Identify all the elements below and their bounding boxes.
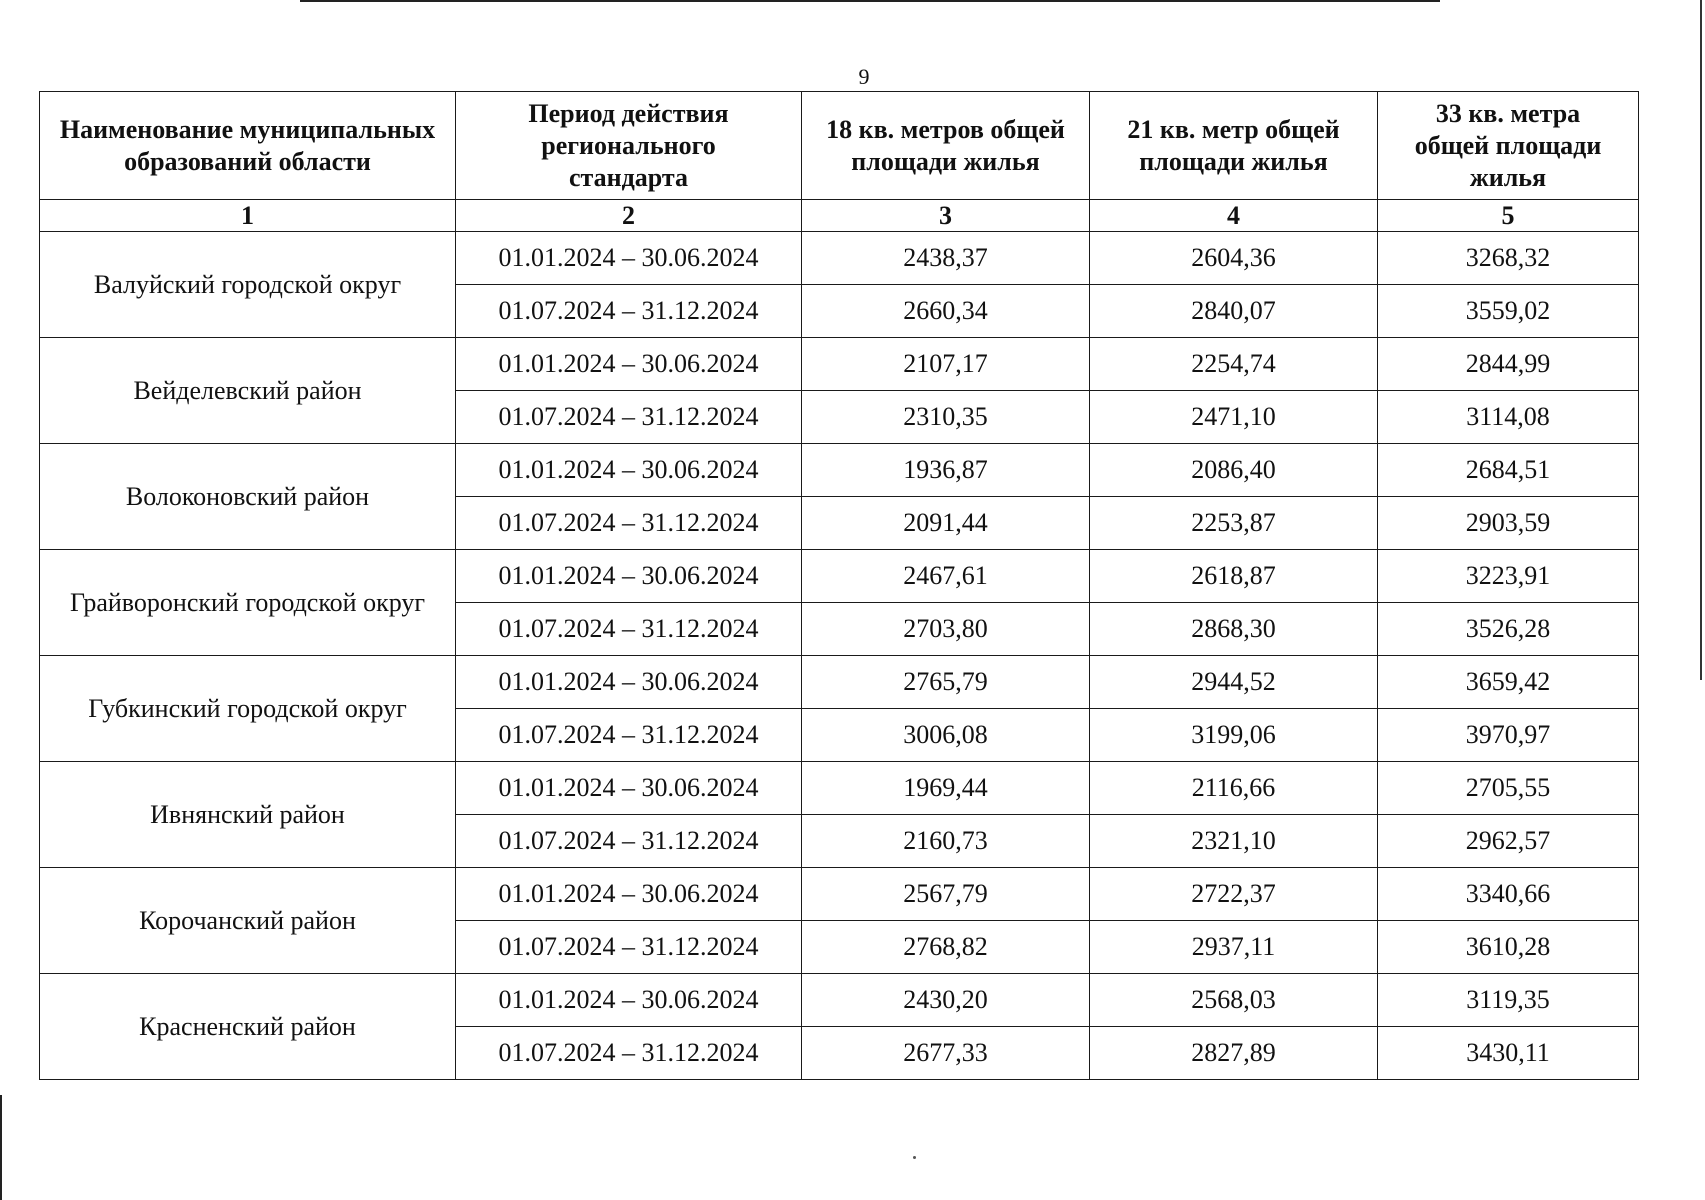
- period-cell: 01.01.2024 – 30.06.2024: [456, 338, 802, 391]
- scan-speck: [913, 1156, 916, 1159]
- scan-edge-right: [1700, 0, 1702, 680]
- column-number: 1: [40, 200, 456, 232]
- value-33-cell: 2684,51: [1378, 444, 1639, 497]
- header-21-sqm: 21 кв. метр общей площади жилья: [1090, 92, 1378, 200]
- value-21-cell: 3199,06: [1090, 709, 1378, 762]
- header-period: Период действия регионального стандарта: [456, 92, 802, 200]
- period-cell: 01.07.2024 – 31.12.2024: [456, 709, 802, 762]
- column-number-row: [40, 200, 1639, 232]
- value-33-cell: 3970,97: [1378, 709, 1639, 762]
- value-21-cell: 2944,52: [1090, 656, 1378, 709]
- value-18-cell: 2091,44: [802, 497, 1090, 550]
- value-18-cell: 2567,79: [802, 868, 1090, 921]
- value-18-cell: 2677,33: [802, 1027, 1090, 1080]
- period-cell: 01.01.2024 – 30.06.2024: [456, 762, 802, 815]
- district-name: Грайворонский городской округ: [40, 550, 456, 656]
- value-18-cell: 1936,87: [802, 444, 1090, 497]
- value-18-cell: 2765,79: [802, 656, 1090, 709]
- header-33-sqm: 33 кв. метра общей площади жилья: [1378, 92, 1639, 200]
- value-18-cell: 2430,20: [802, 974, 1090, 1027]
- period-cell: 01.01.2024 – 30.06.2024: [456, 974, 802, 1027]
- value-33-cell: 3119,35: [1378, 974, 1639, 1027]
- table-row: [40, 868, 1639, 921]
- value-21-cell: 2253,87: [1090, 497, 1378, 550]
- scan-edge-top: [300, 0, 1440, 2]
- value-18-cell: 2768,82: [802, 921, 1090, 974]
- value-21-cell: 2618,87: [1090, 550, 1378, 603]
- district-name: Валуйский городской округ: [40, 232, 456, 338]
- value-21-cell: 2868,30: [1090, 603, 1378, 656]
- value-21-cell: 2840,07: [1090, 285, 1378, 338]
- value-21-cell: 2937,11: [1090, 921, 1378, 974]
- column-number: 2: [456, 200, 802, 232]
- value-21-cell: 2568,03: [1090, 974, 1378, 1027]
- period-cell: 01.07.2024 – 31.12.2024: [456, 815, 802, 868]
- value-18-cell: 2703,80: [802, 603, 1090, 656]
- value-33-cell: 2903,59: [1378, 497, 1639, 550]
- header-18-sqm: 18 кв. метров общей площади жилья: [802, 92, 1090, 200]
- period-cell: 01.07.2024 – 31.12.2024: [456, 921, 802, 974]
- period-cell: 01.07.2024 – 31.12.2024: [456, 391, 802, 444]
- value-18-cell: 2438,37: [802, 232, 1090, 285]
- column-number: 4: [1090, 200, 1378, 232]
- period-cell: 01.01.2024 – 30.06.2024: [456, 550, 802, 603]
- value-33-cell: 3114,08: [1378, 391, 1639, 444]
- value-33-cell: 3430,11: [1378, 1027, 1639, 1080]
- table-row: [40, 444, 1639, 497]
- table-row: [40, 974, 1639, 1027]
- district-name: Волоконовский район: [40, 444, 456, 550]
- value-21-cell: 2604,36: [1090, 232, 1378, 285]
- period-cell: 01.07.2024 – 31.12.2024: [456, 285, 802, 338]
- district-name: Корочанский район: [40, 868, 456, 974]
- value-33-cell: 3268,32: [1378, 232, 1639, 285]
- value-33-cell: 2844,99: [1378, 338, 1639, 391]
- district-name: Губкинский городской округ: [40, 656, 456, 762]
- value-33-cell: 3559,02: [1378, 285, 1639, 338]
- table-row: [40, 762, 1639, 815]
- value-21-cell: 2254,74: [1090, 338, 1378, 391]
- value-21-cell: 2722,37: [1090, 868, 1378, 921]
- district-name: Ивнянский район: [40, 762, 456, 868]
- header-municipality: Наименование муниципальных образований области: [40, 92, 456, 200]
- header-row: [40, 92, 1639, 200]
- table-row: [40, 656, 1639, 709]
- value-21-cell: 2086,40: [1090, 444, 1378, 497]
- scan-edge-left: [0, 1095, 2, 1200]
- period-cell: 01.01.2024 – 30.06.2024: [456, 868, 802, 921]
- district-name: Вейделевский район: [40, 338, 456, 444]
- period-cell: 01.07.2024 – 31.12.2024: [456, 603, 802, 656]
- value-18-cell: 2107,17: [802, 338, 1090, 391]
- table-row: [40, 232, 1639, 285]
- period-cell: 01.01.2024 – 30.06.2024: [456, 656, 802, 709]
- value-33-cell: 2705,55: [1378, 762, 1639, 815]
- value-21-cell: 2321,10: [1090, 815, 1378, 868]
- period-cell: 01.07.2024 – 31.12.2024: [456, 1027, 802, 1080]
- housing-cost-table: [39, 91, 1639, 1080]
- value-21-cell: 2116,66: [1090, 762, 1378, 815]
- value-33-cell: 3526,28: [1378, 603, 1639, 656]
- page-number: 9: [858, 64, 870, 89]
- value-18-cell: 1969,44: [802, 762, 1090, 815]
- table-body: [40, 232, 1639, 1080]
- value-33-cell: 3610,28: [1378, 921, 1639, 974]
- value-33-cell: 3223,91: [1378, 550, 1639, 603]
- period-cell: 01.01.2024 – 30.06.2024: [456, 444, 802, 497]
- value-33-cell: 2962,57: [1378, 815, 1639, 868]
- value-18-cell: 3006,08: [802, 709, 1090, 762]
- value-18-cell: 2310,35: [802, 391, 1090, 444]
- value-18-cell: 2467,61: [802, 550, 1090, 603]
- value-21-cell: 2827,89: [1090, 1027, 1378, 1080]
- value-18-cell: 2160,73: [802, 815, 1090, 868]
- value-21-cell: 2471,10: [1090, 391, 1378, 444]
- value-33-cell: 3659,42: [1378, 656, 1639, 709]
- column-number: 5: [1378, 200, 1639, 232]
- table-row: [40, 550, 1639, 603]
- period-cell: 01.07.2024 – 31.12.2024: [456, 497, 802, 550]
- district-name: Красненский район: [40, 974, 456, 1080]
- value-33-cell: 3340,66: [1378, 868, 1639, 921]
- column-number: 3: [802, 200, 1090, 232]
- table-row: [40, 338, 1639, 391]
- value-18-cell: 2660,34: [802, 285, 1090, 338]
- period-cell: 01.01.2024 – 30.06.2024: [456, 232, 802, 285]
